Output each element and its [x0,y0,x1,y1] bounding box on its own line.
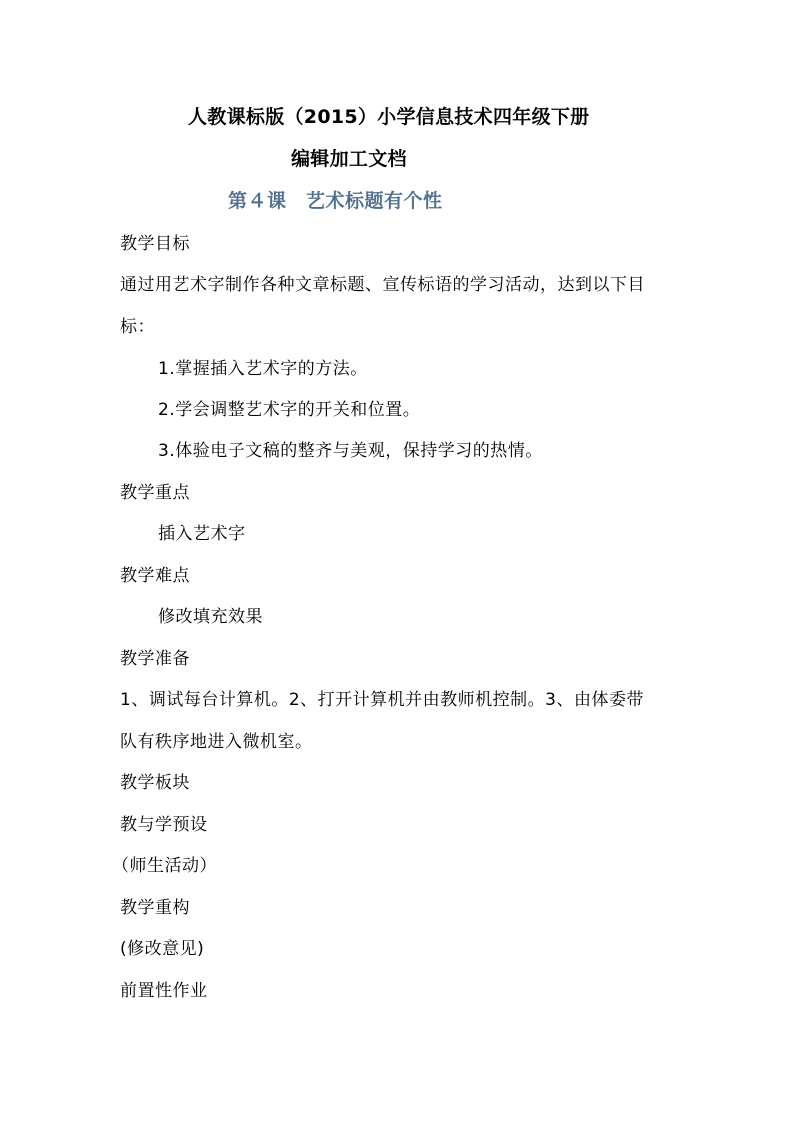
heading-preparation: 教学准备 [120,649,190,669]
heading-teaching-restructure: 教学重构 [120,898,190,918]
key-point-text: 插入艺术字 [158,524,246,544]
heading-key-points: 教学重点 [120,483,190,503]
objectives-intro-line-1: 通过用艺术字制作各种文章标题、宣传标语的学习活动，达到以下目 [120,275,645,295]
preparation-line-2: 队有秩序地进入微机室。 [120,732,313,752]
objective-item-1: 1.掌握插入艺术字的方法。 [158,359,368,379]
difficult-point-text: 修改填充效果 [158,607,263,627]
teacher-student-activity-note: （师生活动） [112,856,217,876]
objectives-intro-line-2: 标： [120,317,155,337]
heading-pre-assignment: 前置性作业 [120,981,208,1001]
objective-item-3: 3.体验电子文稿的整齐与美观，保持学习的热情。 [158,441,543,461]
heading-teaching-sections: 教学板块 [120,773,190,793]
heading-difficult-points: 教学难点 [120,566,190,586]
heading-teaching-objectives: 教学目标 [120,234,190,254]
preparation-line-1: 1、调试每台计算机。2、打开计算机并由教师机控制。3、由体委带 [120,690,644,710]
objective-item-2: 2.学会调整艺术字的开关和位置。 [158,400,421,420]
revision-note: (修改意见) [120,939,205,959]
heading-teaching-plan: 教与学预设 [120,815,208,835]
unit-title: 编辑加工文档 [291,148,407,170]
document-title: 人教课标版（2015）小学信息技术四年级下册 [188,106,590,128]
lesson-title: 第４课 艺术标题有个性 [228,190,443,212]
